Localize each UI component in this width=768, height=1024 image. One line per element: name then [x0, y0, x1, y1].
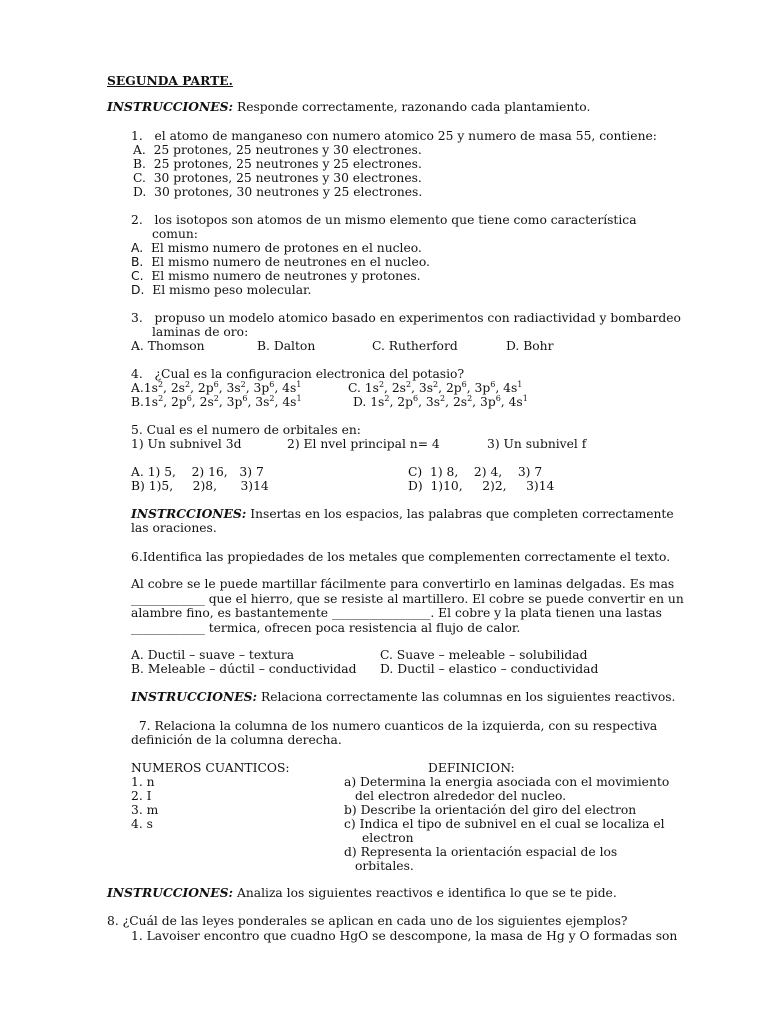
q8-stem: 8. ¿Cuál de las leyes ponderales se aplican en cada uno de los siguientes ejemplos?	[107, 914, 628, 928]
q1-option-d: D. 30 protones, 30 neutrones y 25 electrones.	[133, 185, 423, 199]
q8-item-1: 1. Lavoiser encontro que cuadno HgO se descompone, la masa de Hg y O formadas son	[131, 929, 678, 943]
q2-option-b: B. El mismo numero de neutrones en el nucleo.	[131, 255, 430, 269]
instructions-4: INSTRUCCIONES: Analiza los siguientes reactivos e identifica lo que se te pide.	[107, 885, 617, 900]
q5-part-1: 1) Un subnivel 3d	[131, 437, 242, 451]
q4-option-b: $B.1s^2$, $2p^6$, $2s^2$, $3p^6$, $3s^2$, $4s^1$	[131, 394, 302, 409]
instructions-2-cont: las oraciones.	[131, 521, 217, 535]
q6-paragraph-3: alambre fino, es bastantemente ________________. El cobre y la plata tienen una lastas	[131, 606, 662, 620]
q7-left-item: 4. s	[131, 817, 153, 831]
q7-stem-cont: definición de la columna derecha.	[131, 733, 342, 747]
q2-stem: 2. los isotopos son atomos de un mismo elemento que tiene como característica	[131, 213, 637, 227]
q4-option-d: D. $1s^2$, $2p^6$, $3s^2$, $2s^2$, $3p^6$, $4s^1$	[353, 394, 528, 409]
q2-option-a: A. El mismo numero de protones en el nucleo.	[131, 241, 422, 255]
q6-paragraph-4: ____________ termica, ofrecen poca resistencia al flujo de calor.	[131, 621, 521, 635]
q7-left-item: 2. I	[131, 789, 152, 803]
q2-option-c: C. El mismo numero de neutrones y protones.	[131, 269, 421, 283]
q7-stem: 7. Relaciona la columna de los numero cuanticos de la izquierda, con su respectiva	[131, 719, 658, 733]
q1-option-a: A. 25 protones, 25 neutrones y 30 electrones.	[133, 143, 422, 157]
q3-option-d: D. Bohr	[506, 339, 554, 353]
q7-definition-a: a) Determina la energia asociada con el movimiento	[344, 775, 670, 789]
q2-option-d: D. El mismo peso molecular.	[131, 283, 312, 297]
q4-option-a: $A.1s^2$, $2s^2$, $2p^6$, $3s^2$, $3p^6$, $4s^1$	[131, 380, 302, 395]
q7-left-item: 1. n	[131, 775, 155, 789]
q7-definition-b: b) Describe la orientación del giro del electron	[344, 803, 637, 817]
instructions-2: INSTRCCIONES: Insertas en los espacios, las palabras que completen correctamente	[131, 506, 674, 521]
q6-option-b: B. Meleable – dúctil – conductividad	[131, 662, 357, 676]
q6-paragraph-1: Al cobre se le puede martillar fácilmente para convertirlo en laminas delgadas. Es mas	[131, 577, 675, 591]
instructions-1: INSTRUCCIONES: Responde correctamente, razonando cada plantamiento.	[107, 99, 591, 114]
q6-paragraph-2: ____________ que el hierro, que se resiste al martillero. El cobre se puede convertir en un	[131, 592, 684, 606]
q4-option-c: C. $1s^2$, $2s^2$, $3s^2$, $2p^6$, $3p^6$, $4s^1$	[348, 380, 523, 395]
q7-right-heading: DEFINICION:	[428, 761, 515, 775]
q5-stem: 5. Cual es el numero de orbitales en:	[131, 423, 361, 437]
q2-stem-cont: comun:	[152, 227, 198, 241]
q7-definition-c-cont: electron	[362, 831, 414, 845]
q1-option-c: C. 30 protones, 25 neutrones y 30 electrones.	[133, 171, 422, 185]
q5-part-3: 3) Un subnivel f	[487, 437, 587, 451]
q1-option-b: B. 25 protones, 25 neutrones y 25 electrones.	[133, 157, 422, 171]
q6-option-d: D. Ductil – elastico – conductividad	[380, 662, 599, 676]
q7-left-item: 3. m	[131, 803, 159, 817]
q4-stem: 4. ¿Cual es la configuracion electronica del potasio?	[131, 367, 465, 381]
q7-left-heading: NUMEROS CUANTICOS:	[131, 761, 290, 775]
q7-definition-a-cont: del electron alrededor del nucleo.	[355, 789, 567, 803]
q3-option-a: A. Thomson	[131, 339, 205, 353]
q6-option-c: C. Suave – meleable – solubilidad	[380, 648, 588, 662]
q6-stem: 6.Identifica las propiedades de los metales que complementen correctamente el texto.	[131, 550, 671, 564]
q7-definition-d: d) Representa la orientación espacial de los	[344, 845, 618, 859]
q5-option-d: D) 1)10, 2)2, 3)14	[408, 479, 555, 493]
q6-option-a: A. Ductil – suave – textura	[131, 648, 295, 662]
q3-option-b: B. Dalton	[257, 339, 316, 353]
q1-stem: 1. el atomo de manganeso con numero atomico 25 y numero de masa 55, contiene:	[131, 129, 657, 143]
q5-part-2: 2) El nvel principal n= 4	[287, 437, 440, 451]
q5-option-b: B) 1)5, 2)8, 3)14	[131, 479, 269, 493]
q3-option-c: C. Rutherford	[372, 339, 458, 353]
q3-stem: 3. propuso un modelo atomico basado en experimentos con radiactividad y bombardeo	[131, 311, 681, 325]
q7-definition-c: c) Indica el tipo de subnivel en el cual se localiza el	[344, 817, 665, 831]
section-title: SEGUNDA PARTE.	[107, 73, 233, 88]
q5-option-c: C) 1) 8, 2) 4, 3) 7	[408, 465, 543, 479]
q7-definition-d-cont: orbitales.	[355, 859, 414, 873]
q5-option-a: A. 1) 5, 2) 16, 3) 7	[131, 465, 264, 479]
q3-stem-cont: laminas de oro:	[152, 325, 249, 339]
instructions-3: INSTRUCCIONES: Relaciona correctamente las columnas en los siguientes reactivos.	[131, 689, 676, 704]
